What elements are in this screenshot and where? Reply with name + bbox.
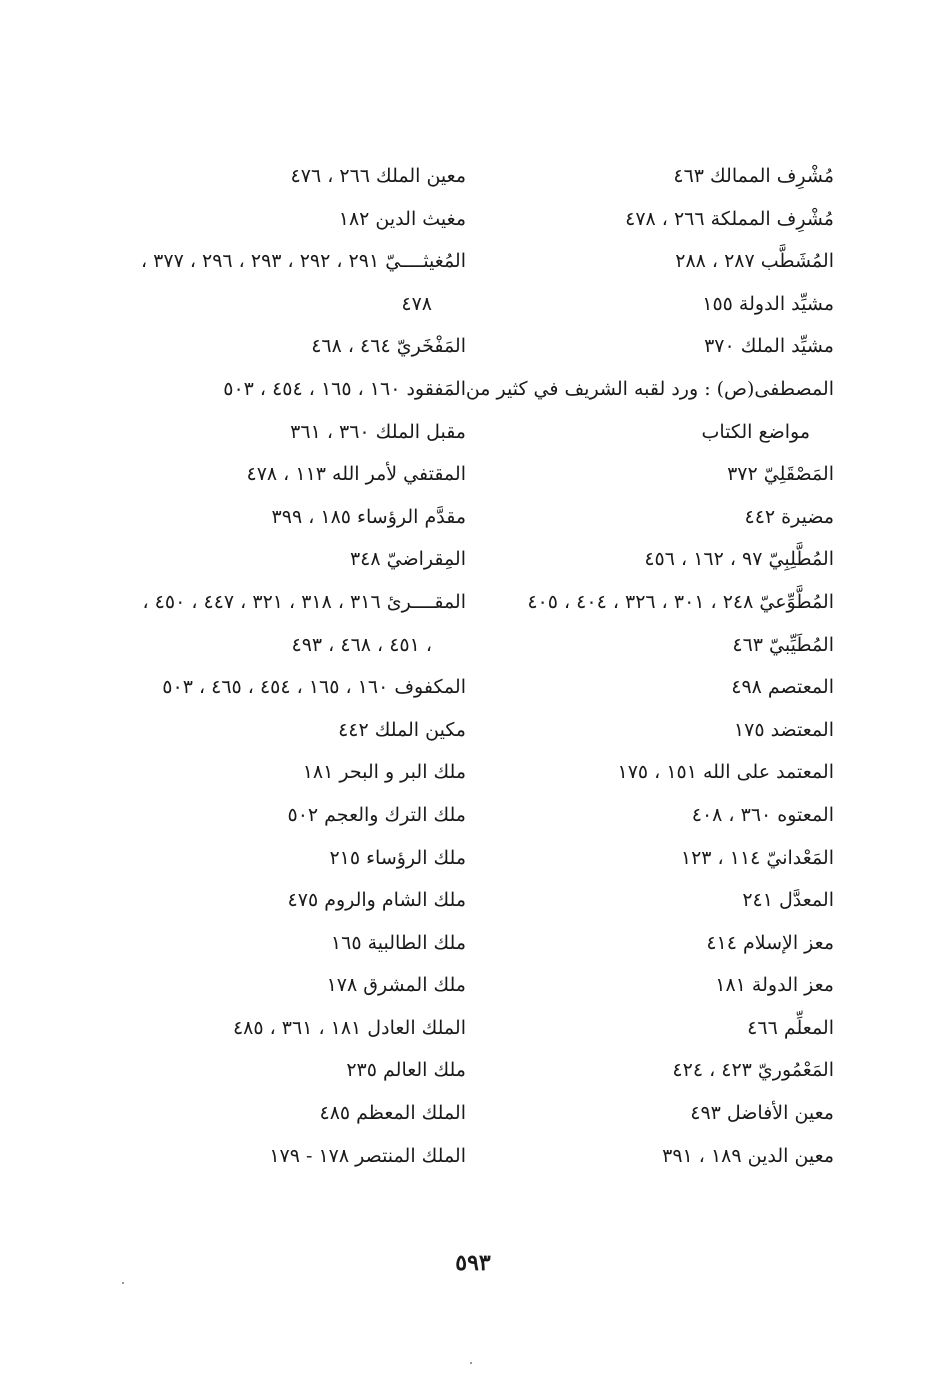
index-entry: مغيث الدين ١٨٢ (338, 207, 466, 230)
index-entry: المعلِّم ٤٦٦ (747, 1016, 834, 1039)
index-entry: مقدَّم الرؤساء ١٨٥ ، ٣٩٩ (271, 505, 466, 528)
index-entry: المَفقود ١٦٠ ، ١٦٥ ، ٤٥٤ ، ٥٠٣ (223, 377, 466, 400)
index-entry: ملك العالم ٢٣٥ (346, 1059, 466, 1082)
index-entry: الملك المنتصر ١٧٨ - ١٧٩ (269, 1144, 466, 1167)
index-entry: مُشْرِف الممالك ٤٦٣ (673, 165, 834, 187)
index-entry: ملك البر و البحر ١٨١ (302, 761, 466, 784)
index-entry: المَفْخَريّ ٤٦٤ ، ٤٦٨ (311, 335, 466, 358)
index-entry: المقــــرئ ٣١٦ ، ٣١٨ ، ٣٢١ ، ٤٤٧ ، ٤٥٠ ، (142, 590, 466, 613)
index-entry: المعتصم ٤٩٨ (731, 676, 834, 699)
index-entry: المعتمد على الله ١٥١ ، ١٧٥ (617, 761, 834, 784)
index-entry: المُطَّلِبِيّ ٩٧ ، ١٦٢ ، ٤٥٦ (644, 548, 834, 571)
index-entry-continuation: ٤٧٨ (401, 292, 432, 315)
index-entry: المعدَّل ٢٤١ (742, 889, 834, 912)
index-entry: الملك العادل ١٨١ ، ٣٦١ ، ٤٨٥ (232, 1016, 466, 1039)
index-entry: مشيِّد الدولة ١٥٥ (702, 292, 834, 315)
index-entry: ملك المشرق ١٧٨ (326, 974, 466, 997)
scan-speck (470, 1362, 472, 1364)
index-entry: معين الملك ٢٦٦ ، ٤٧٦ (290, 165, 466, 187)
index-entry: معين الأفاضل ٤٩٣ (690, 1102, 834, 1125)
index-entry: المقتفي لأمر الله ١١٣ ، ٤٧٨ (246, 463, 466, 486)
index-entry: المَعْدانيّ ١١٤ ، ١٢٣ (680, 846, 834, 869)
index-entry: المُطَيِّبيّ ٤٦٣ (732, 633, 834, 656)
index-entry-continuation: ٤٥١ ، ٤٦٨ ، ٤٩٣ ، (291, 633, 432, 656)
index-entry: ملك الشام والروم ٤٧٥ (287, 889, 466, 912)
index-column-left (106, 155, 466, 1177)
index-entry: المكفوف ١٦٠ ، ١٦٥ ، ٤٥٤ ، ٤٦٥ ، ٥٠٣ (162, 676, 466, 699)
index-entry: مُشْرِف المملكة ٢٦٦ ، ٤٧٨ (625, 207, 834, 230)
index-entry: المِقراضيّ ٣٤٨ (349, 548, 466, 571)
index-entry: المعتوه ٣٦٠ ، ٤٠٨ (691, 803, 834, 826)
scan-speck (122, 1282, 124, 1284)
index-entry: معز الدولة ١٨١ (715, 974, 834, 997)
index-entry: المَصْقَلِيّ ٣٧٢ (727, 463, 834, 486)
index-entry: ملك الترك والعجم ٥٠٢ (287, 803, 466, 826)
index-entry: المصطفى(ص) : ورد لقبه الشريف في كثير من (465, 377, 834, 400)
index-entry: معين الدين ١٨٩ ، ٣٩١ (662, 1144, 834, 1167)
index-entry: مكين الملك ٤٤٢ (338, 718, 466, 741)
index-entry: ملك الرؤساء ٢١٥ (329, 846, 466, 869)
index-entry: مضيرة ٤٤٢ (744, 505, 834, 528)
index-entry: المَعْمُوريّ ٤٢٣ ، ٤٢٤ (672, 1059, 834, 1082)
index-entry: مشيِّد الملك ٣٧٠ (704, 335, 834, 358)
index-entry: مقبل الملك ٣٦٠ ، ٣٦١ (290, 420, 466, 443)
index-entry-continuation: مواضع الكتاب (701, 420, 810, 443)
page-number: ٥٩٣ (455, 1250, 491, 1276)
index-entry: المعتضد ١٧٥ (733, 718, 834, 741)
index-entry: ملك الطالبية ١٦٥ (330, 931, 466, 954)
index-entry: معز الإسلام ٤١٤ (706, 931, 834, 954)
index-column-right (465, 155, 834, 1177)
index-entry: المُغيثــــيّ ٢٩١ ، ٢٩٢ ، ٢٩٣ ، ٢٩٦ ، ٣٧٧ ، (141, 250, 466, 273)
index-entry: المُشَطَّب ٢٨٧ ، ٢٨٨ (675, 250, 834, 273)
index-entry: الملك المعظم ٤٨٥ (319, 1102, 466, 1125)
index-entry: المُطَّوِّعيّ ٢٤٨ ، ٣٠١ ، ٣٢٦ ، ٤٠٤ ، ٤٠٥ (527, 590, 834, 613)
